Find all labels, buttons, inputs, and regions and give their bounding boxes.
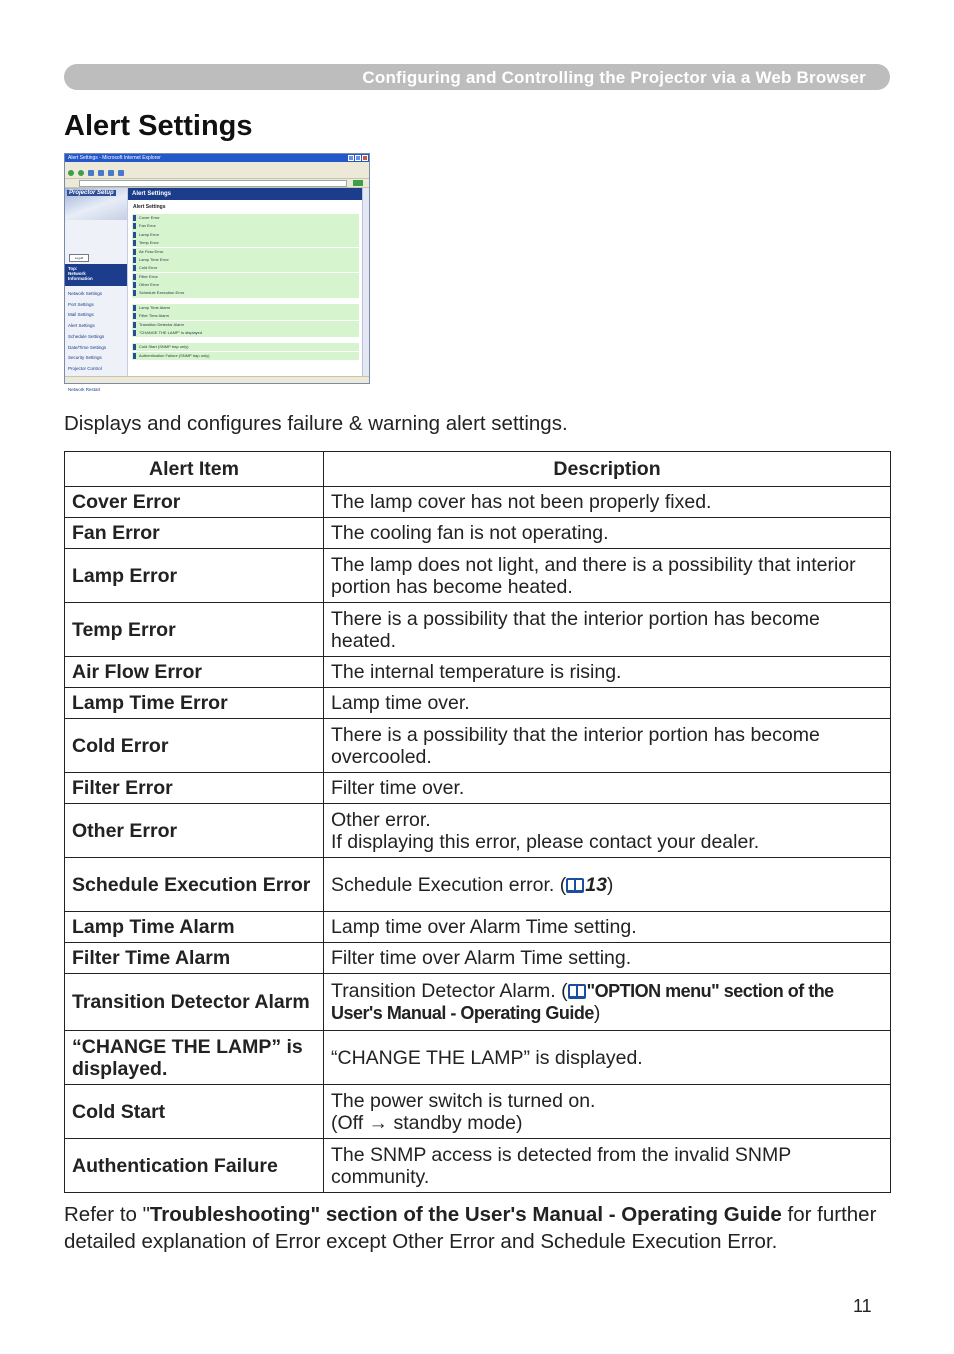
alert-item-cell: Schedule Execution Error [65, 858, 324, 912]
description-line: “CHANGE THE LAMP” is displayed. [331, 1046, 643, 1069]
alert-checkbox-row: Lamp Time Alarm [132, 304, 359, 312]
forward-icon [78, 170, 84, 176]
description-cell [324, 1085, 891, 1139]
nav-head-line: Information [68, 276, 93, 281]
alert-group [132, 304, 359, 337]
alert-item-cell: Filter Time Alarm [65, 943, 324, 974]
alert-item-cell: Cold Error [65, 719, 324, 773]
description-line: Lamp time over Alarm Time setting. [331, 916, 637, 938]
description-line: The SNMP access is detected from the invalid SNMP community. [331, 1143, 791, 1188]
description-line: The lamp does not light, and there is a possibility that interior portion has become heated. [331, 553, 856, 598]
page-title: Alert Settings [64, 110, 253, 142]
section-header-text: Configuring and Controlling the Projector via a Web Browser [362, 68, 866, 87]
intro-text: Displays and configures failure & warning alert settings. [64, 412, 568, 435]
description-cell [324, 943, 891, 974]
nav-head-line: Top: [68, 266, 78, 271]
alert-item-cell: Fan Error [65, 518, 324, 549]
description-line: Filter time over. [331, 777, 465, 799]
description-cell [324, 858, 891, 912]
alert-checkbox-row: Authentication Failure (SNMP trap only) [132, 352, 359, 360]
alert-checkbox-row: Transition Detector Alarm [132, 321, 359, 329]
nav-head-line: Network [68, 271, 86, 276]
screenshot-address-bar [65, 179, 369, 188]
description-cell [324, 549, 891, 603]
stop-icon [88, 170, 94, 176]
screenshot-alert-groups [128, 214, 363, 360]
alert-checkbox-row: "CHANGE THE LAMP" is displayed [132, 329, 359, 337]
screenshot-nav-head [65, 264, 127, 286]
alert-group [132, 343, 359, 360]
description-line: (Off → standby mode) [331, 1111, 523, 1134]
troubleshooting-reference: Troubleshooting" section of the User's Manual - Operating Guide [149, 1203, 782, 1226]
page-reference: 13 [585, 873, 607, 896]
description-cell [324, 1139, 891, 1193]
table-row [65, 688, 891, 719]
screenshot-logo: Projector Setup [65, 188, 127, 220]
screenshot-statusbar [65, 376, 369, 383]
alert-item-cell: Cold Start [65, 1085, 324, 1139]
alert-checkbox-row: Other Error [132, 281, 359, 289]
table-row [65, 1139, 891, 1193]
address-field [79, 180, 347, 187]
table-row [65, 549, 891, 603]
home-icon [108, 170, 114, 176]
screenshot-scrollbar [362, 188, 369, 377]
alert-checkbox-row: Fan Error [132, 222, 359, 230]
description-line: Transition Detector Alarm. ( [331, 980, 568, 1002]
description-cell [324, 719, 891, 773]
table-row [65, 804, 891, 858]
description-line: Other error. [331, 808, 431, 831]
alert-item-cell: Filter Error [65, 773, 324, 804]
nav-item: Schedule Settings [68, 333, 105, 339]
alert-item-cell: Authentication Failure [65, 1139, 324, 1193]
alert-checkbox-row: Cover Error [132, 214, 359, 222]
table-row [65, 1031, 891, 1085]
description-line: The lamp cover has not been properly fixed. [331, 491, 712, 513]
description-cell [324, 1031, 891, 1085]
alert-item-cell: Lamp Error [65, 549, 324, 603]
alert-checkbox-row: Temp Error [132, 239, 359, 247]
description-tail: ) [606, 873, 614, 896]
alert-checkbox-row: Cold Error [132, 264, 359, 272]
description-line: There is a possibility that the interior portion has become heated. [331, 607, 820, 652]
alert-checkbox-row: Air Flow Error [132, 248, 359, 256]
alert-item-cell: Temp Error [65, 603, 324, 657]
refresh-icon [98, 170, 104, 176]
browser-screenshot [64, 153, 370, 393]
section-header-bar [64, 64, 890, 90]
alert-checkbox-row: Cold Start (SNMP trap only) [132, 343, 359, 351]
window-buttons [348, 155, 368, 161]
description-cell [324, 773, 891, 804]
table-row [65, 603, 891, 657]
go-icon [353, 180, 363, 186]
description-cell [324, 974, 891, 1031]
maximize-icon [355, 155, 361, 161]
description-cell [324, 603, 891, 657]
back-icon [68, 170, 74, 176]
close-icon [362, 155, 368, 161]
alert-checkbox-row: Lamp Time Error [132, 256, 359, 264]
table-row [65, 487, 891, 518]
description-cell [324, 804, 891, 858]
book-reference-icon [568, 984, 586, 999]
description-cell [324, 912, 891, 943]
alert-item-cell: Air Flow Error [65, 657, 324, 688]
description-line: The internal temperature is rising. [331, 661, 622, 683]
nav-item: Mail Settings [68, 312, 94, 318]
screenshot-main-panel [128, 188, 363, 377]
book-reference-icon [566, 878, 584, 893]
description-line: Lamp time over. [331, 692, 470, 714]
table-header-row [65, 452, 891, 487]
nav-item: Alert Settings [68, 323, 95, 329]
description-line: Filter time over Alarm Time setting. [331, 947, 632, 969]
nav-item: Projector Control [68, 365, 102, 371]
screenshot-toolbar [65, 168, 369, 179]
alert-checkbox-row: Filter Error [132, 273, 359, 281]
alert-checkbox-row: Filter Time Alarm [132, 312, 359, 320]
alert-item-cell: Transition Detector Alarm [65, 974, 324, 1031]
table-row [65, 912, 891, 943]
description-line: The power switch is turned on. [331, 1089, 596, 1112]
minimize-icon [348, 155, 354, 161]
alert-item-cell: Other Error [65, 804, 324, 858]
header-alert-item: Alert Item [65, 452, 324, 487]
alert-item-cell: Cover Error [65, 487, 324, 518]
description-cell [324, 518, 891, 549]
description-line: The cooling fan is not operating. [331, 522, 609, 544]
table-row [65, 1085, 891, 1139]
description-cell [324, 657, 891, 688]
table-row [65, 974, 891, 1031]
table-row [65, 719, 891, 773]
table-row [65, 943, 891, 974]
screenshot-panel-title: Alert Settings [133, 204, 166, 210]
screenshot-titlebar [65, 154, 369, 162]
header-description: Description [324, 452, 891, 487]
description-line: Schedule Execution error. ( [331, 873, 567, 896]
description-tail: ) [593, 1002, 601, 1024]
description-cell [324, 487, 891, 518]
table-row [65, 773, 891, 804]
alert-item-cell: Lamp Time Error [65, 688, 324, 719]
table-row [65, 858, 891, 912]
alert-checkbox-row: Schedule Execution Error [132, 289, 359, 297]
guide-reference: "OPTION menu" section of the User's Manual - Operating Guide [331, 981, 834, 1023]
table-row [65, 657, 891, 688]
screenshot-sidebar [65, 188, 128, 393]
page-number: 11 [853, 1296, 872, 1316]
alert-items-table [64, 451, 891, 1193]
table-row [65, 518, 891, 549]
screenshot-content [65, 188, 363, 393]
description-line: There is a possibility that the interior portion has become overcooled. [331, 723, 820, 768]
alert-group [132, 214, 359, 298]
nav-item: Date/Time Settings [68, 344, 107, 350]
screenshot-window-title: Alert Settings - Microsoft Internet Explorer [68, 155, 161, 161]
screenshot-logoff-button: Logoff [69, 254, 89, 262]
nav-item: Network Settings [68, 291, 103, 296]
alert-item-cell: Lamp Time Alarm [65, 912, 324, 943]
nav-item: Port Settings [68, 301, 94, 307]
alert-item-cell: “CHANGE THE LAMP” is displayed. [65, 1031, 324, 1085]
description-line: If displaying this error, please contact your dealer. [331, 830, 760, 853]
description-cell [324, 688, 891, 719]
nav-item: Network Restart [68, 387, 101, 393]
screenshot-panel-header: Alert Settings [128, 188, 363, 200]
search-icon [118, 170, 124, 176]
alert-checkbox-row: Lamp Error [132, 231, 359, 239]
nav-item: Security Settings [68, 355, 102, 361]
outro-text: Refer to "Troubleshooting" section of the User's Manual - Operating Guide for further detailed explanation of Error except Other Error and Schedule Execution Error. [64, 1203, 877, 1253]
